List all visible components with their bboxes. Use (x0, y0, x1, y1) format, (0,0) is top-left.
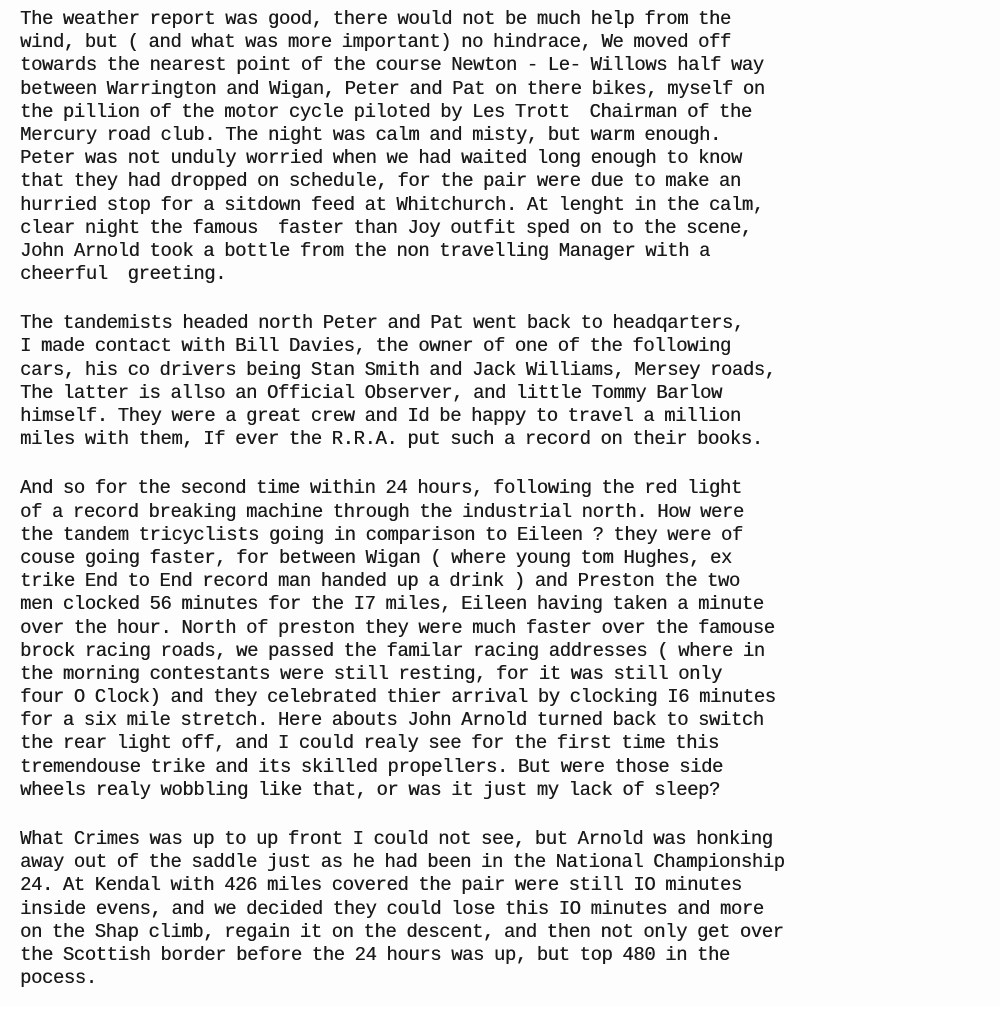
text-line: clear night the famous faster than Joy outfit sped on to the scene, (20, 216, 752, 239)
text-line: away out of the saddle just as he had been in the National Championship (20, 851, 785, 874)
paragraph-second-time (20, 477, 995, 802)
text-line: The tandemists headed north Peter and Pat went back to headqarters, (20, 312, 744, 335)
paragraph-crimes-up-front (20, 828, 995, 990)
text-line: four O Clock) and they celebrated thier arrival by clocking I6 minutes (20, 686, 776, 709)
text-line: for a six mile stretch. Here abouts John Arnold turned back to switch (20, 709, 764, 732)
text-line: inside evens, and we decided they could lose this IO minutes and more (20, 897, 764, 920)
text-line: that they had dropped on schedule, for the pair were due to make an (20, 170, 741, 193)
text-line: the tandem tricyclists going in comparison to Eileen ? they were of (20, 523, 743, 546)
text-line: on the Shap climb, regain it on the descent, and then not only get over (20, 920, 784, 943)
text-line: between Warrington and Wigan, Peter and Pat on there bikes, myself on (20, 77, 765, 100)
text-line: miles with them, If ever the R.R.A. put such a record on their books. (20, 428, 763, 451)
text-line: Mercury road club. The night was calm and misty, but warm enough. (20, 123, 721, 146)
text-line: hurried stop for a sitdown feed at Whitchurch. At lenght in the calm, (20, 193, 764, 216)
text-line: And so for the second time within 24 hours, following the red light (20, 477, 742, 500)
text-line: tremendouse trike and its skilled propellers. But were those side (20, 755, 723, 778)
text-line: over the hour. North of preston they were much faster over the famouse (20, 616, 775, 639)
text-line: himself. They were a great crew and Id be happy to travel a million (20, 405, 741, 427)
text-line: cheerful greeting. (20, 263, 227, 286)
text-line: the rear light off, and I could realy see for the first time this (20, 732, 719, 755)
text-line: wheels realy wobbling like that, or was it just my lack of sleep? (20, 778, 720, 801)
text-line: the pillion of the motor cycle piloted by Les Trott Chairman of the (20, 100, 752, 123)
text-line: men clocked 56 minutes for the I7 miles, Eileen having taken a minute (20, 593, 764, 616)
text-line: towards the nearest point of the course Newton - Le- Willows half way (20, 54, 764, 77)
text-line: I made contact with Bill Davies, the owner of one of the following (20, 335, 731, 358)
text-line: 24. At Kendal with 426 miles covered the pair were still IO minutes (20, 874, 742, 897)
text-line: the Scottish border before the 24 hours was up, but top 480 in the (20, 943, 730, 966)
text-line: John Arnold took a bottle from the non travelling Manager with a (20, 239, 710, 262)
text-line: wind, but ( and what was more important) no hindrace, We moved off (20, 31, 731, 54)
text-line: brock racing roads, we passed the familar racing addresses ( where in (20, 639, 765, 662)
text-line: cars, his co drivers being Stan Smith and Jack Williams, Mersey roads, (20, 358, 776, 381)
paragraph-weather-report (20, 8, 995, 286)
paragraph-tandemists (20, 312, 995, 451)
text-line: the morning contestants were still resting, for it was still only (20, 662, 722, 685)
typed-text-body (20, 8, 995, 1016)
text-line: Peter was not unduly worried when we had waited long enough to know (20, 147, 742, 170)
text-line: What Crimes was up to up front I could not see, but Arnold was honking (20, 828, 773, 850)
text-line: pocess. (20, 967, 97, 990)
text-line: trike End to End record man handed up a drink ) and Preston the two (20, 570, 740, 593)
text-line: The latter is allso an Official Observer, and little Tommy Barlow (20, 381, 722, 404)
text-line: of a record breaking machine through the industrial north. How were (20, 500, 744, 523)
text-line: couse going faster, for between Wigan ( where young tom Hughes, ex (20, 546, 732, 569)
text-line: The weather report was good, there would not be much help from the (20, 8, 731, 30)
